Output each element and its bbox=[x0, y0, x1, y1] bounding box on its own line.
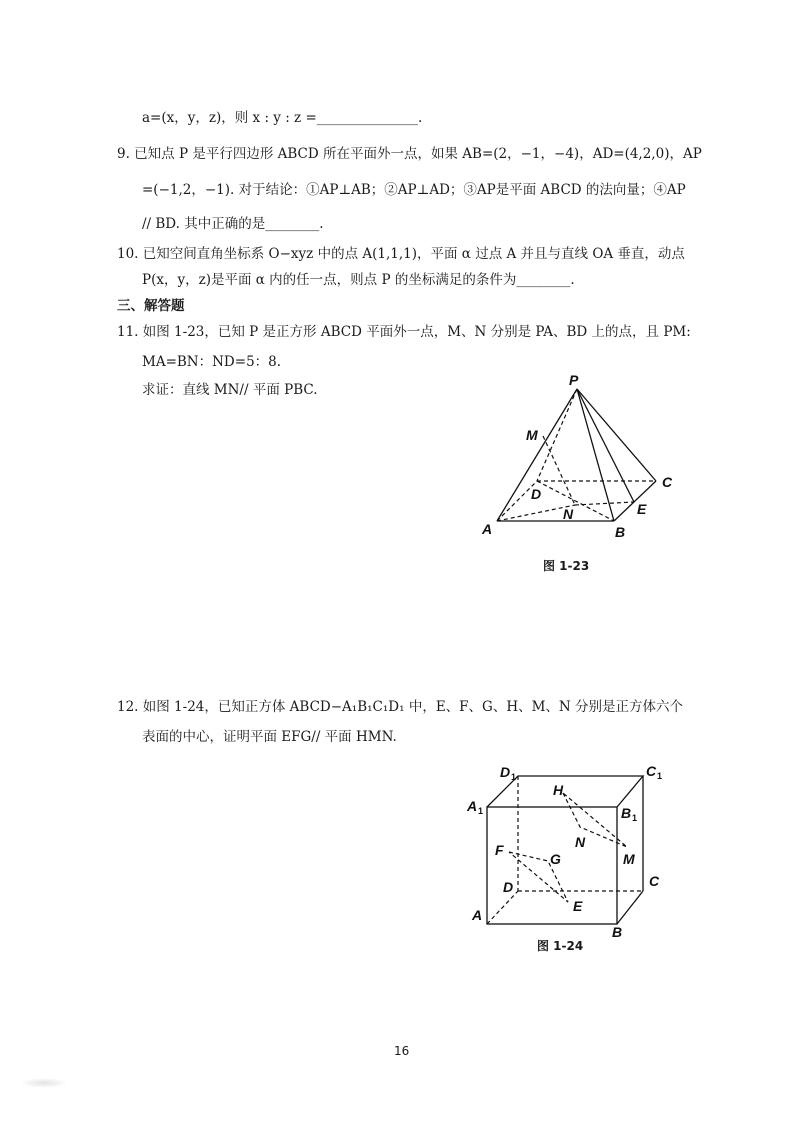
label-A: A bbox=[472, 907, 483, 923]
q12-line-1: 12. 如图 1-24，已知正方体 ABCD−A₁B₁C₁D₁ 中，E、F、G、H、M、N 分别是正方体六个 bbox=[117, 699, 684, 715]
label-M: M bbox=[623, 851, 635, 867]
scan-smudge bbox=[20, 1078, 68, 1088]
page-number: 16 bbox=[394, 1044, 410, 1058]
label-B1-sub: 1 bbox=[632, 813, 638, 823]
q9-line-2: =(−1,2，−1). 对于结论：①AP⊥AB；②AP⊥AD；③AP是平面 ABCD 的法向量；④AP bbox=[142, 182, 686, 198]
label-M: M bbox=[526, 427, 538, 443]
section-heading: 三、解答题 bbox=[117, 298, 185, 314]
label-D: D bbox=[503, 879, 514, 895]
figure-caption-1-24: 图 1-24 bbox=[537, 939, 584, 953]
label-C1-sub: 1 bbox=[657, 771, 663, 781]
right-back-bottom bbox=[617, 891, 643, 924]
label-G: G bbox=[550, 851, 561, 867]
label-B: B bbox=[612, 924, 623, 940]
q10-line-2: P(x，y，z)是平面 α 内的任一点，则点 P 的坐标满足的条件为________. bbox=[142, 272, 575, 288]
label-B: B bbox=[615, 524, 626, 540]
figure-caption-1-23: 图 1-23 bbox=[543, 559, 590, 573]
label-C: C bbox=[662, 474, 673, 490]
label-C1: C bbox=[646, 763, 657, 779]
q10-line-1: 10. 已知空间直角坐标系 O−xyz 中的点 A(1,1,1)，平面 α 过点 A 并且与直线 OA 垂直，动点 bbox=[117, 246, 685, 262]
label-E: E bbox=[637, 501, 647, 517]
label-B1: B bbox=[621, 805, 632, 821]
label-A: A bbox=[482, 521, 493, 537]
hidden-AD bbox=[487, 891, 518, 924]
label-F: F bbox=[495, 842, 504, 858]
q9-line-1: 9. 已知点 P 是平行四边形 ABCD 所在平面外一点，如果 AB=(2，−1，−4)，AD=(4,2,0)，AP bbox=[117, 146, 702, 162]
label-D1: D bbox=[500, 764, 511, 780]
label-D1-sub: 1 bbox=[511, 772, 517, 782]
q8-tail-line: a=(x，y，z)，则 x : y : z =_______________. bbox=[142, 110, 423, 126]
q11-line-1: 11. 如图 1-23，已知 P 是正方形 ABCD 平面外一点，M、N 分别是 PA、BD 上的点，且 PM: bbox=[117, 324, 691, 340]
label-P: P bbox=[569, 372, 579, 388]
q11-line-2: MA=BN：ND=5：8. bbox=[142, 354, 282, 370]
label-E: E bbox=[573, 898, 583, 914]
label-A1-sub: 1 bbox=[478, 806, 484, 816]
q11-line-3: 求证：直线 MN// 平面 PBC. bbox=[142, 382, 318, 398]
label-C: C bbox=[649, 873, 660, 889]
label-N: N bbox=[575, 834, 586, 850]
label-A1: A bbox=[467, 798, 478, 814]
label-D: D bbox=[531, 486, 542, 502]
q9-line-3: // BD. 其中正确的是________. bbox=[142, 216, 324, 232]
label-H: H bbox=[553, 782, 564, 798]
q12-line-2: 表面的中心，证明平面 EFG// 平面 HMN. bbox=[142, 729, 397, 745]
label-N: N bbox=[563, 506, 574, 522]
